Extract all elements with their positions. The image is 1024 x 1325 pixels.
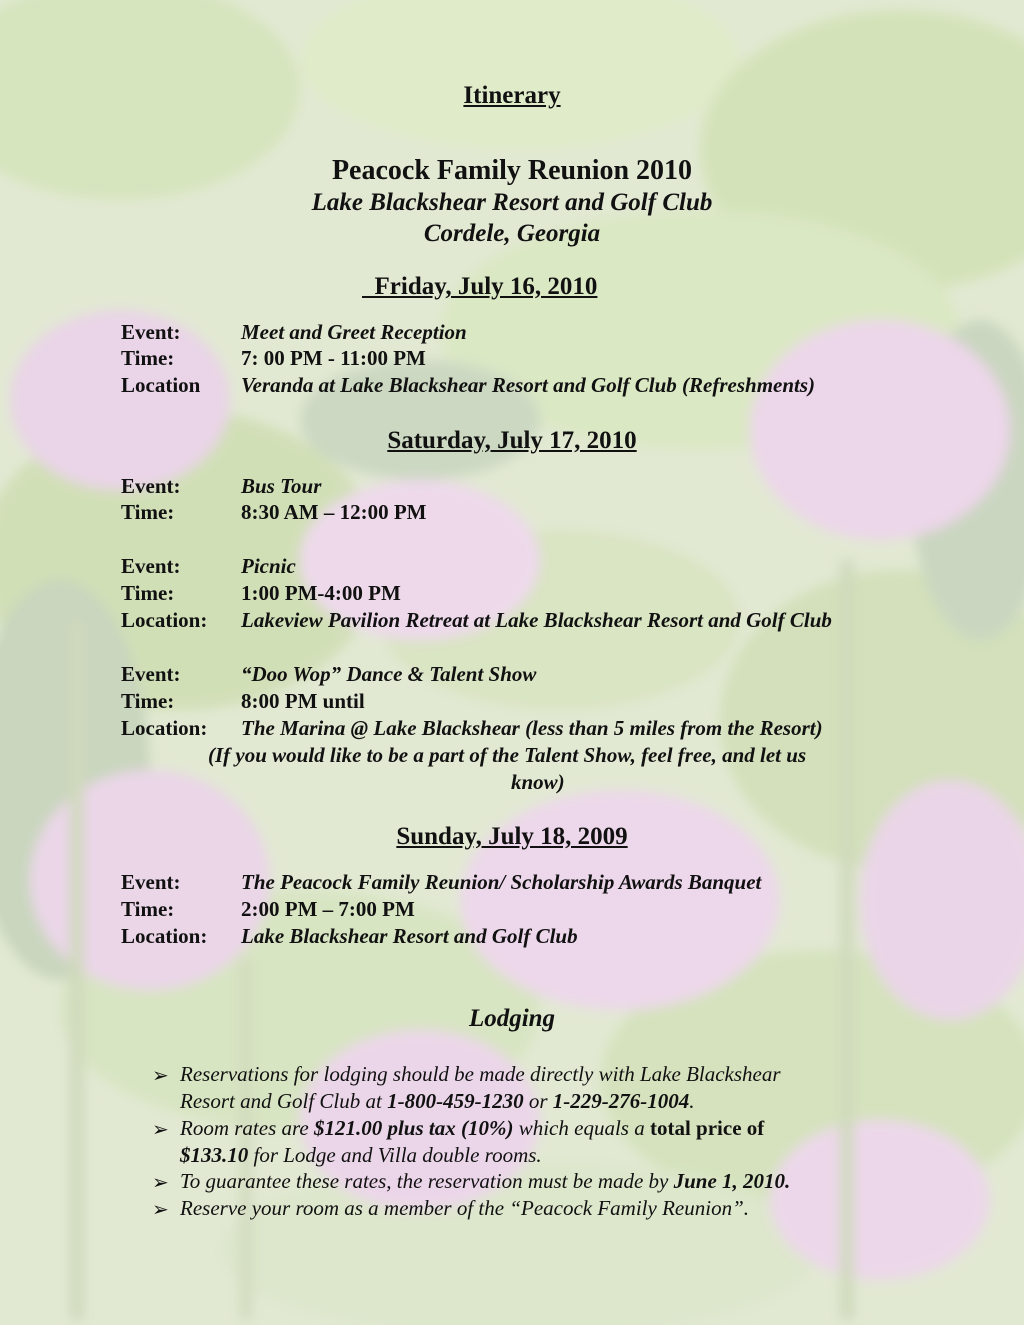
- lodging-deadline: To guarantee these rates, the reservation must be made by June 1, 2010.: [180, 1169, 791, 1193]
- event-name-value: The Peacock Family Reunion/ Scholarship Awards Banquet: [241, 870, 762, 894]
- talent-show-note-cont: know): [511, 770, 565, 794]
- lodging-rates-line2: $133.10 for Lodge and Villa double rooms.: [180, 1143, 542, 1167]
- time-value: 2:00 PM – 7:00 PM: [241, 897, 415, 921]
- time-label: Time:: [121, 500, 175, 524]
- event-label: Event:: [121, 320, 181, 344]
- phone-number: 1-229-276-1004: [552, 1089, 690, 1113]
- day-heading-sunday: Sunday, July 18, 2009: [396, 823, 628, 850]
- location-label: Location:: [121, 716, 208, 740]
- total-price: $133.10: [180, 1143, 249, 1167]
- time-label: Time:: [121, 581, 175, 605]
- event-label: Event:: [121, 662, 181, 686]
- event-name-value: Picnic: [241, 554, 296, 578]
- location-value: Lakeview Pavilion Retreat at Lake Blackshear Resort and Golf Club: [241, 608, 832, 632]
- event-label: Event:: [121, 474, 181, 498]
- venue: Lake Blackshear Resort and Golf Club: [311, 189, 713, 216]
- room-rate: $121.00 plus tax (10%): [313, 1116, 514, 1140]
- location-label: Location:: [121, 924, 208, 948]
- time-value: 8:00 PM until: [241, 689, 365, 713]
- page-title: Itinerary: [463, 82, 561, 109]
- total-price-label: total price of: [649, 1116, 765, 1140]
- lodging-heading: Lodging: [468, 1005, 556, 1032]
- event-name-value: “Doo Wop” Dance & Talent Show: [241, 662, 537, 686]
- arrow-bullet-icon: ➢: [152, 1199, 169, 1221]
- event-name-value: Bus Tour: [241, 474, 322, 498]
- event-label: Event:: [121, 870, 181, 894]
- day-heading-friday: Friday, July 16, 2010: [374, 273, 598, 300]
- lodging-rates-line1: Room rates are $121.00 plus tax (10%) which equals a total price of: [180, 1116, 765, 1140]
- talent-show-note: (If you would like to be a part of the Talent Show, feel free, and let us: [208, 743, 807, 767]
- event-name: Peacock Family Reunion 2010: [331, 155, 693, 186]
- event-name-value: Meet and Greet Reception: [241, 320, 467, 344]
- location-value: The Marina @ Lake Blackshear (less than 5 miles from the Resort): [241, 716, 823, 740]
- city: Cordele, Georgia: [423, 220, 601, 247]
- time-value: 7: 00 PM - 11:00 PM: [241, 346, 426, 370]
- lodging-reserve-note: Reserve your room as a member of the “Peacock Family Reunion”.: [180, 1196, 749, 1220]
- time-value: 1:00 PM-4:00 PM: [241, 581, 401, 605]
- event-label: Event:: [121, 554, 181, 578]
- location-label: Location:: [121, 608, 208, 632]
- time-label: Time:: [121, 689, 175, 713]
- time-label: Time:: [121, 897, 175, 921]
- day-heading-saturday: Saturday, July 17, 2010: [387, 427, 637, 454]
- location-value: Veranda at Lake Blackshear Resort and Golf Club (Refreshments): [241, 373, 816, 397]
- time-label: Time:: [121, 346, 175, 370]
- arrow-bullet-icon: ➢: [152, 1172, 169, 1194]
- location-value: Lake Blackshear Resort and Golf Club: [241, 924, 578, 948]
- location-label: Location: [121, 373, 201, 397]
- time-value: 8:30 AM – 12:00 PM: [241, 500, 427, 524]
- lodging-reservations-line1: Reservations for lodging should be made directly with Lake Blackshear: [180, 1062, 781, 1086]
- phone-number: 1-800-459-1230: [387, 1089, 524, 1113]
- lodging-reservations-line2: Resort and Golf Club at 1-800-459-1230 or 1-229-276-1004.: [180, 1089, 695, 1113]
- deadline-date: June 1, 2010.: [673, 1169, 791, 1193]
- arrow-bullet-icon: ➢: [152, 1065, 169, 1087]
- arrow-bullet-icon: ➢: [152, 1119, 169, 1141]
